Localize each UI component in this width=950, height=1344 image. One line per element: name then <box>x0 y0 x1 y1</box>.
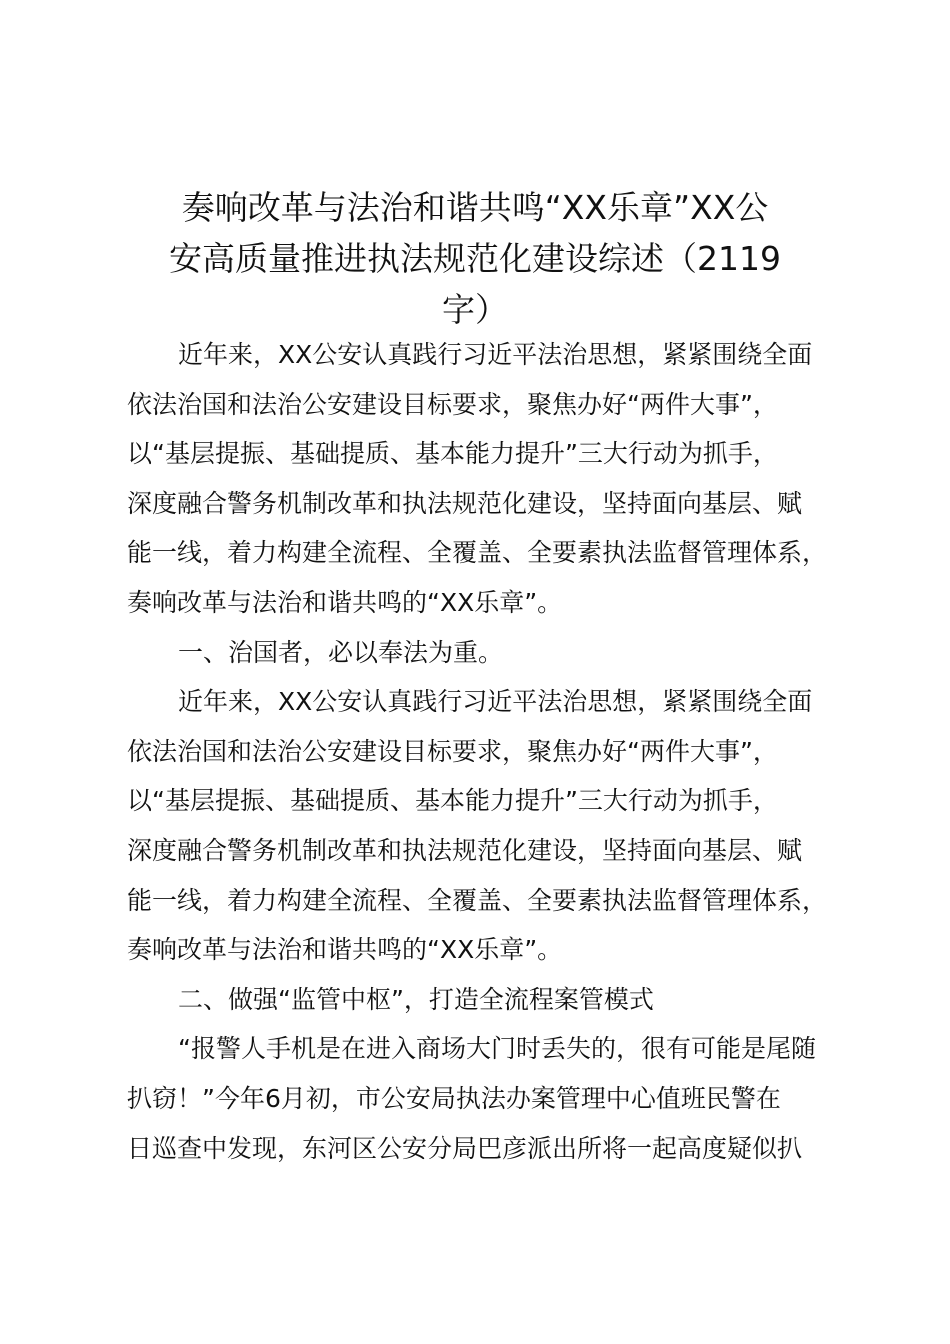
paragraph-line: 深度融合警务机制改革和执法规范化建设，坚持面向基层、赋 <box>127 488 803 518</box>
paragraph-line: 奏响改革与法治和谐共鸣的“XX乐章”。 <box>127 587 563 617</box>
paragraph-section-2 <box>127 1024 857 1173</box>
paragraph-line: 能一线，着力构建全流程、全覆盖、全要素执法监督管理体系， <box>127 538 828 568</box>
paragraph-line: “报警人手机是在进入商场大门时丢失的，很有可能是尾随 <box>178 1034 816 1064</box>
document-body <box>127 330 857 1173</box>
paragraph-line: 依法治国和法治公安建设目标要求，聚焦办好“两件大事”， <box>127 736 778 766</box>
paragraph-line: 近年来，XX公安认真践行习近平法治思想，紧紧围绕全面 <box>178 340 813 369</box>
section-heading: 一、治国者，必以奉法为重。 <box>178 637 504 667</box>
paragraph-line: 以“基层提振、基础提质、基本能力提升”三大行动为抓手， <box>127 439 778 469</box>
paragraph-line: 以“基层提振、基础提质、基本能力提升”三大行动为抓手， <box>127 786 778 816</box>
title-line: 安高质量推进执法规范化建设综述（2119 <box>169 239 781 278</box>
document-title <box>118 182 832 335</box>
paragraph-line: 扒窃！”今年6月初，市公安局执法办案管理中心值班民警在 <box>127 1083 781 1113</box>
section-heading-1 <box>127 628 857 678</box>
paragraph-section-1 <box>127 677 857 975</box>
paragraph-line: 依法治国和法治公安建设目标要求，聚焦办好“两件大事”， <box>127 389 778 419</box>
paragraph-line: 奏响改革与法治和谐共鸣的“XX乐章”。 <box>127 935 563 965</box>
paragraph-line: 日巡查中发现，东河区公安分局巴彦派出所将一起高度疑似扒 <box>127 1133 803 1163</box>
paragraph-line: 深度融合警务机制改革和执法规范化建设，坚持面向基层、赋 <box>127 835 803 865</box>
paragraph-line: 能一线，着力构建全流程、全覆盖、全要素执法监督管理体系， <box>127 885 828 915</box>
title-line: 字） <box>442 290 508 329</box>
paragraph-line: 近年来，XX公安认真践行习近平法治思想，紧紧围绕全面 <box>178 687 813 717</box>
section-heading-2 <box>127 975 857 1025</box>
title-line: 奏响改革与法治和谐共鸣“XX乐章”XX公 <box>181 188 769 227</box>
paragraph-intro <box>127 330 857 628</box>
section-heading: 二、做强“监管中枢”，打造全流程案管模式 <box>178 984 654 1014</box>
